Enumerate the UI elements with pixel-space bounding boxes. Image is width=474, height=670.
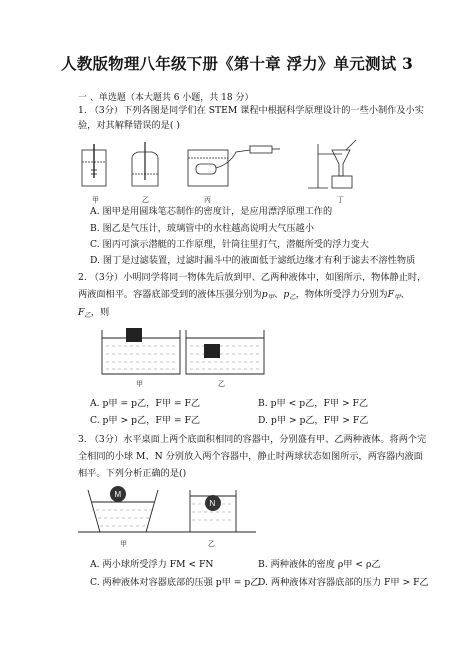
q2-stem-line2-a: 两液面相平。容器底部受到的液体压强分别为: [78, 289, 262, 300]
q1-fig-jia: [82, 144, 106, 186]
q2-option-c: C. p甲 > p乙，F甲 = F乙: [90, 415, 201, 426]
section-heading: 一 、单选题（本大题共 6 小题，共 18 分）: [78, 93, 254, 103]
q1-label-jia: 甲: [92, 196, 99, 204]
q2-stem-line2-b: ，物体所受浮力分别为: [295, 289, 388, 300]
q3-option-b: B. 两种液体的密度 ρ甲 < ρ乙: [258, 559, 381, 570]
q2-stem-line2: 两液面相平。容器底部受到的液体压强分别为$p_甲$、$p_乙$，物体所受浮力分别为$F_甲$、: [78, 289, 410, 301]
q1-option-a: A. 图甲是用圆珠笔芯制作的密度计，是应用漂浮原理工作的: [90, 206, 333, 217]
q1-fig-bing: [188, 146, 280, 186]
q2-container-yi: [186, 330, 264, 374]
q2-stem-line3: $F_乙$，则: [78, 307, 110, 319]
q1-stem-line2: 验，对其解释错误的是( ): [78, 120, 180, 131]
q1-fig-ding: [308, 140, 356, 188]
q3-option-a: A. 两小球所受浮力 FM < FN: [90, 559, 214, 570]
q3-stem-line1: 3. （3分）水平桌面上两个底面积相同的容器中，分别盛有甲、乙两种液体。将两个完: [78, 434, 427, 445]
q1-label-ding: 丁: [337, 196, 344, 204]
q3-figure: [78, 482, 258, 554]
q2-stem-line1: 2. （3分）小明同学将同一物体先后放到甲、乙两种液体中，如图所示，物体静止时，: [78, 272, 427, 283]
document-title: 人教版物理八年级下册《第十章 浮力》单元测试 3: [61, 54, 413, 73]
q2-option-b: B. p甲 < p乙，F甲 > F乙: [258, 398, 369, 409]
q2-stem-line3-text: ，则: [90, 307, 110, 318]
q3-option-c: C. 两种液体对容器底部的压强 p甲 = p乙: [90, 577, 260, 588]
q3-ball-m-label: M: [114, 490, 122, 499]
q3-ball-n-label: N: [209, 499, 216, 508]
q3-label-yi: 乙: [208, 540, 215, 548]
q2-figure: [100, 322, 270, 392]
q2-label-yi: 乙: [218, 380, 225, 388]
q1-option-b: B. 图乙是气压计，玻璃管中的水柱越高说明大气压越小: [90, 223, 314, 234]
q2-object-jia: [126, 328, 142, 342]
q2-option-d: D. p甲 > p乙，F甲 > F乙: [258, 415, 369, 426]
q1-label-bing: 丙: [204, 196, 211, 204]
q1-label-yi: 乙: [142, 196, 149, 204]
q3-stem-line3: 相平。下列分析正确的是(): [78, 468, 187, 479]
q1-fig-yi: [132, 142, 158, 186]
q1-figure: [80, 140, 380, 215]
q3-option-d: D. 两种液体对容器底部的压力 F甲 > F乙: [258, 577, 429, 588]
q2-option-a: A. p甲 = p乙，F甲 = F乙: [90, 398, 201, 409]
q3-stem-line2: 全相同的小球 M、N 分别放入两个容器中，静止时两球状态如图所示，两容器内液面: [78, 451, 423, 462]
q1-option-d: D. 图丁是过滤装置，过滤时漏斗中的液面低于滤纸边缘才有利于滤去不溶性物质: [90, 255, 416, 266]
q1-option-c: C. 图丙可演示潜艇的工作原理，针筒往里打气，潜艇所受的浮力变大: [90, 239, 369, 250]
q3-label-jia: 甲: [120, 540, 127, 548]
q1-stem-line1: 1. （3分）下列各图是同学们在 STEM 课程中根据科学原理设计的一些小制作及小实: [78, 105, 424, 116]
q2-label-jia: 甲: [136, 380, 143, 388]
q2-object-yi: [204, 344, 220, 358]
